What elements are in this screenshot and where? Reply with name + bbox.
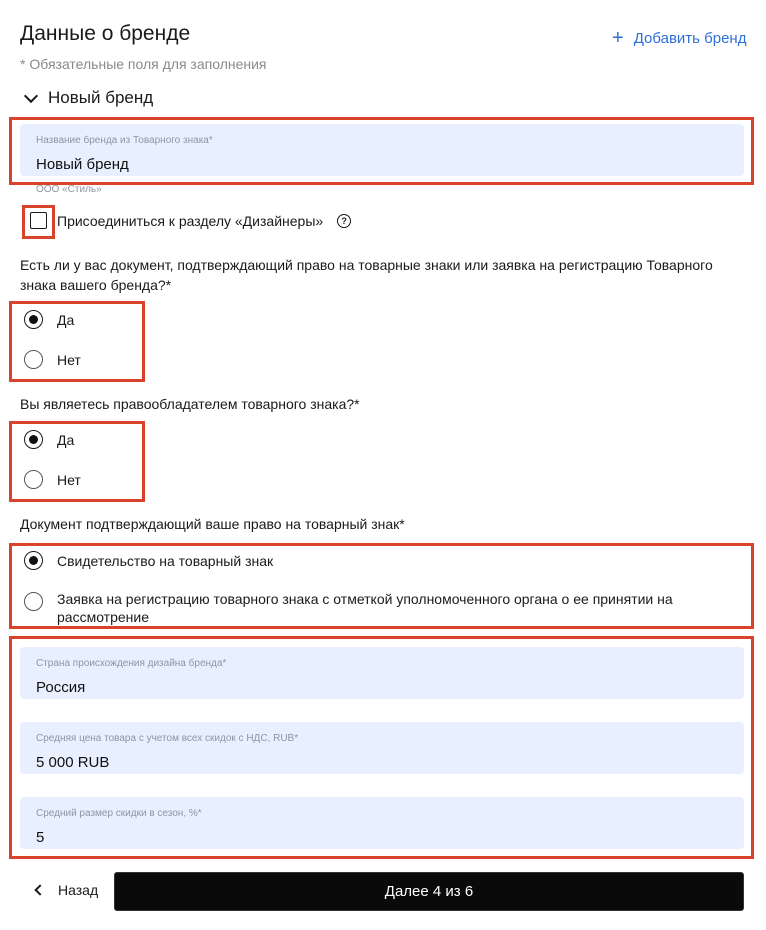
question-rights-holder: Вы являетесь правообладателем товарного знака?* <box>20 396 360 412</box>
brand-name-hint: ООО «Стиль» <box>36 184 102 195</box>
radio-checked-icon[interactable] <box>24 430 43 449</box>
brand-name-input[interactable] <box>36 156 728 173</box>
radio-unchecked-icon[interactable] <box>24 350 43 369</box>
discount-field[interactable] <box>20 797 744 849</box>
price-label: Средняя цена товара с учетом всех скидок с НДС, RUB* <box>36 733 299 744</box>
brand-name-label: Название бренда из Товарного знака* <box>36 135 213 146</box>
q1-option-yes-label: Да <box>57 312 75 328</box>
q1-option-yes[interactable] <box>24 311 74 329</box>
discount-label: Средний размер скидки в сезон, %* <box>36 808 202 819</box>
q1-option-no-label: Нет <box>57 352 81 368</box>
country-input[interactable] <box>36 679 728 696</box>
plus-icon: + <box>612 27 624 49</box>
next-button[interactable]: Далее 4 из 6 <box>114 872 744 911</box>
q2-option-yes[interactable] <box>24 431 74 449</box>
brand-section-toggle[interactable] <box>22 88 153 108</box>
q3-option-certificate[interactable] <box>24 552 724 570</box>
country-label: Страна происхождения дизайна бренда* <box>36 658 227 669</box>
question-trademark-document: Есть ли у вас документ, подтверждающий право на товарные знаки или заявка на регистрацию Товарного знака вашего бренда?* <box>20 257 713 293</box>
page-title: Данные о бренде <box>20 22 191 45</box>
chevron-down-icon <box>24 88 38 102</box>
q2-option-yes-label: Да <box>57 432 75 448</box>
q1-option-no[interactable] <box>24 351 81 369</box>
designers-checkbox-label: Присоединиться к разделу «Дизайнеры» <box>57 212 324 229</box>
brand-section-title: Новый бренд <box>48 88 154 107</box>
q3-option-application-label: Заявка на регистрацию товарного знака с отметкой уполномоченного органа о ее принятии на рассмотрение <box>57 591 673 625</box>
designers-checkbox-row[interactable] <box>30 212 351 229</box>
discount-input[interactable] <box>36 829 728 846</box>
radio-checked-icon[interactable] <box>24 551 43 570</box>
q2-option-no-label: Нет <box>57 472 81 488</box>
price-field[interactable] <box>20 722 744 774</box>
add-brand-button[interactable] <box>612 28 746 48</box>
chevron-left-icon <box>34 884 45 895</box>
back-button-label: Назад <box>58 882 99 898</box>
help-icon[interactable]: ? <box>337 214 351 228</box>
radio-unchecked-icon[interactable] <box>24 592 43 611</box>
add-brand-label: Добавить бренд <box>633 29 747 47</box>
q2-option-no[interactable] <box>24 471 81 489</box>
brand-name-field[interactable] <box>20 124 744 176</box>
q3-option-application[interactable] <box>24 590 724 626</box>
radio-checked-icon[interactable] <box>24 310 43 329</box>
q3-option-certificate-label: Свидетельство на товарный знак <box>57 553 274 569</box>
question-document-type: Документ подтверждающий ваше право на товарный знак* <box>20 516 405 532</box>
price-input[interactable] <box>36 754 728 771</box>
required-note: * Обязательные поля для заполнения <box>20 56 267 72</box>
country-field[interactable] <box>20 647 744 699</box>
designers-checkbox[interactable] <box>30 212 47 229</box>
back-button[interactable] <box>36 882 98 898</box>
radio-unchecked-icon[interactable] <box>24 470 43 489</box>
